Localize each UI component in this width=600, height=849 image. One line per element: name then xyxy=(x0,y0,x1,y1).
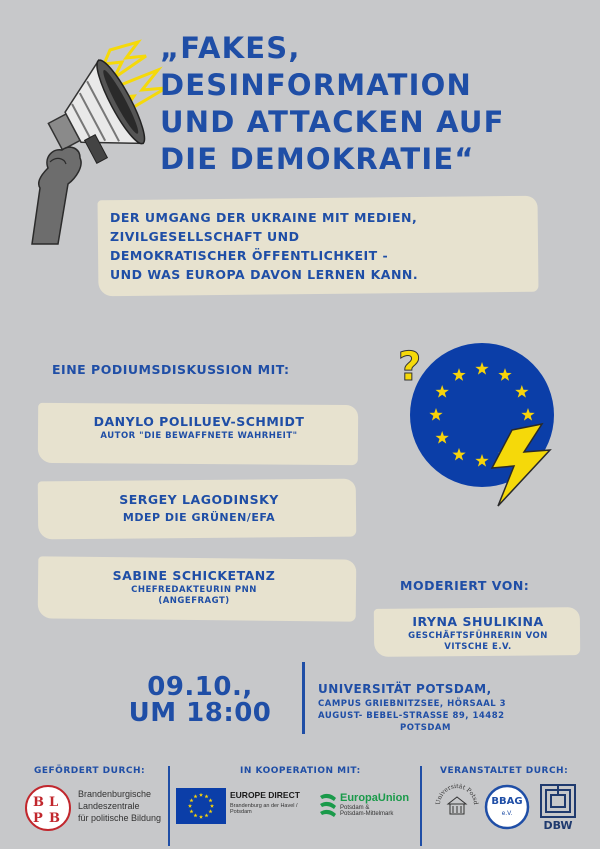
bbag-logo xyxy=(484,784,530,830)
speaker-name: SERGEY LAGODINSKY xyxy=(119,492,279,507)
podium-label: EINE PODIUMSDISKUSSION MIT: xyxy=(52,362,290,377)
title-line: DIE DEMOKRATIE“ xyxy=(160,142,475,176)
dbw-name: DBW xyxy=(543,819,573,832)
organized-label: VERANSTALTET DURCH: xyxy=(440,766,569,776)
europe-direct-sub: Potsdam xyxy=(230,809,252,815)
blpb-logo xyxy=(24,784,164,832)
event-datetime xyxy=(105,674,295,726)
eu-flag-small-icon xyxy=(176,788,226,824)
coop-label: IN KOOPERATION MIT: xyxy=(240,766,361,776)
title-line: „FAKES, xyxy=(160,31,301,65)
subtitle-line: UND WAS EUROPA DAVON LERNEN KANN. xyxy=(110,267,419,282)
europa-union-mark-icon xyxy=(318,792,338,820)
speaker-role: CHEFREDAKTEURIN PNN xyxy=(131,585,257,595)
moderator-name: IRYNA SHULIKINA xyxy=(412,614,544,629)
speaker-role: AUTOR "DIE BEWAFFNETE WAHRHEIT" xyxy=(100,431,298,441)
moderation-label: MODERIERT VON: xyxy=(400,578,530,593)
blpb-line: Brandenburgische xyxy=(78,789,152,799)
speaker-role: MDEP DIE GRÜNEN/EFA xyxy=(122,511,276,524)
bbag-circle-icon xyxy=(484,784,530,830)
europa-union-sub: Potsdam & xyxy=(340,805,370,811)
speaker-role-note: (ANGEFRAGT) xyxy=(158,596,230,606)
uni-potsdam-logo xyxy=(432,780,482,830)
svg-text:Universität Potsdam xyxy=(432,780,479,805)
europe-direct-name: EUROPE DIRECT xyxy=(230,790,300,800)
venue-street: AUGUST- BEBEL-STRASSE 89, 14482 xyxy=(318,711,505,721)
uni-seal-icon xyxy=(432,780,482,830)
speaker-2 xyxy=(44,492,354,524)
page-title xyxy=(160,30,580,178)
svg-text:B: B xyxy=(49,811,60,826)
subtitle xyxy=(110,208,530,284)
blpb-text xyxy=(78,788,161,824)
europa-union-name: EuropaUnion xyxy=(340,792,410,804)
europe-direct-sub: Brandenburg an der Havel / xyxy=(230,803,298,809)
venue-city: POTSDAM xyxy=(400,723,451,733)
dbw-logo xyxy=(536,784,580,834)
title-line: DESINFORMATION xyxy=(160,68,472,102)
svg-text:P: P xyxy=(33,811,43,826)
blpb-line: Landeszentrale xyxy=(78,801,140,811)
dbw-mark-icon xyxy=(540,784,576,818)
europe-direct-text xyxy=(230,790,300,815)
footer-divider xyxy=(420,766,422,846)
subtitle-line: ZIVILGESELLSCHAFT UND xyxy=(110,229,300,244)
divider xyxy=(302,662,305,734)
speaker-name: DANYLO POLILUEV-SCHMIDT xyxy=(93,414,305,429)
europa-union-sub: Potsdam-Mittelmark xyxy=(340,811,394,817)
bbag-sub: e.V. xyxy=(501,810,513,817)
question-mark-icon: ? xyxy=(398,344,422,390)
venue-campus: CAMPUS GRIEBNITZSEE, HÖRSAAL 3 xyxy=(318,699,507,709)
blpb-mark-icon xyxy=(24,784,72,832)
uni-seal-text: Universität Potsd xyxy=(434,782,480,806)
moderator xyxy=(376,614,580,653)
blpb-line: für politische Bildung xyxy=(78,813,162,823)
speaker-name: SABINE SCHICKETANZ xyxy=(112,568,276,583)
event-date: 09.10., xyxy=(147,672,253,702)
europa-union-logo xyxy=(318,790,418,826)
subtitle-line: DER UMGANG DER UKRAINE MIT MEDIEN, xyxy=(110,210,418,225)
europe-direct-logo xyxy=(176,788,316,828)
moderator-org: VITSCHE E.V. xyxy=(444,642,512,652)
venue-name: UNIVERSITÄT POTSDAM, xyxy=(318,682,492,696)
funded-label: GEFÖRDERT DURCH: xyxy=(34,766,146,776)
event-venue xyxy=(318,682,568,734)
speaker-3 xyxy=(44,568,344,607)
bbag-name: BBAG xyxy=(491,796,523,807)
svg-text:B: B xyxy=(33,795,44,810)
speaker-1 xyxy=(44,414,354,442)
title-line: UND ATTACKEN AUF xyxy=(160,105,505,139)
footer-divider xyxy=(168,766,170,846)
europa-union-text xyxy=(340,792,409,817)
event-time: UM 18:00 xyxy=(128,698,272,728)
subtitle-line: DEMOKRATISCHER ÖFFENTLICHKEIT - xyxy=(110,248,389,263)
eu-flag-illustration xyxy=(392,340,572,510)
moderator-role: GESCHÄFTSFÜHRERIN VON xyxy=(408,631,548,641)
svg-text:L: L xyxy=(49,795,59,810)
